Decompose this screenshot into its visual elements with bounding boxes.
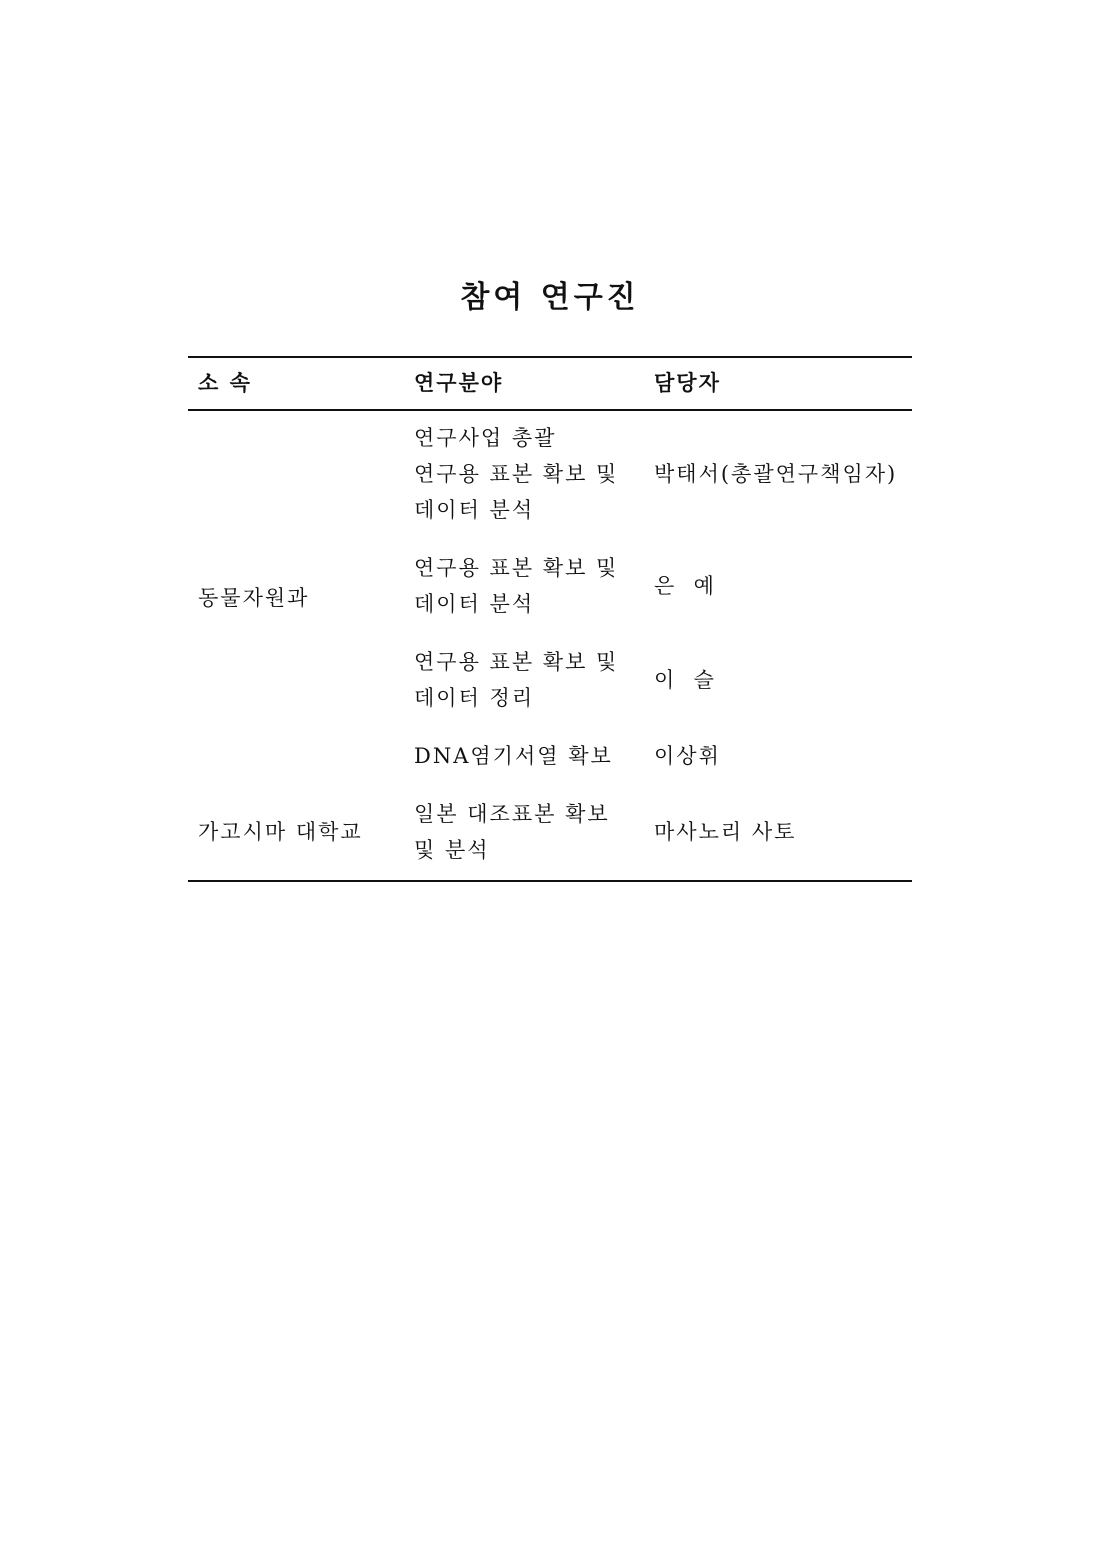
affiliation-kagoshima: 가고시마 대학교 — [198, 820, 363, 844]
table-row-field — [414, 796, 610, 868]
table-bottom-rule — [188, 880, 912, 882]
table-row-field — [414, 738, 613, 774]
field-line: 연구용 표본 확보 및 — [414, 462, 619, 486]
field-line: 연구용 표본 확보 및 — [414, 556, 619, 580]
table-row-field — [414, 550, 618, 622]
field-line: 일본 대조표본 확보 — [414, 802, 610, 826]
field-line: 연구용 표본 확보 및 — [414, 650, 619, 674]
table-row-person: 은 예 — [654, 574, 716, 598]
header-person-in-charge: 담당자 — [654, 370, 721, 395]
field-line: 데이터 분석 — [414, 498, 535, 522]
field-line: 및 분석 — [414, 838, 490, 862]
table-top-rule — [188, 356, 912, 358]
table-row-person: 이 슬 — [654, 668, 716, 692]
field-line: DNA염기서열 확보 — [414, 744, 613, 768]
table-row-person: 이상휘 — [654, 744, 721, 768]
header-affiliation: 소 속 — [198, 370, 252, 395]
field-line: 데이터 정리 — [414, 686, 535, 710]
table-row-person: 박태서(총괄연구책임자) — [654, 462, 898, 486]
page-title: 참여 연구진 — [460, 280, 640, 315]
header-research-field: 연구분야 — [414, 370, 504, 395]
table-header-rule — [188, 409, 912, 411]
table-row-person: 마사노리 사토 — [654, 820, 797, 844]
table-row-field — [414, 420, 618, 528]
field-line: 데이터 분석 — [414, 592, 535, 616]
affiliation-nibr: 동물자원과 — [198, 586, 310, 610]
field-line: 연구사업 총괄 — [414, 426, 557, 450]
table-row-field — [414, 644, 618, 716]
